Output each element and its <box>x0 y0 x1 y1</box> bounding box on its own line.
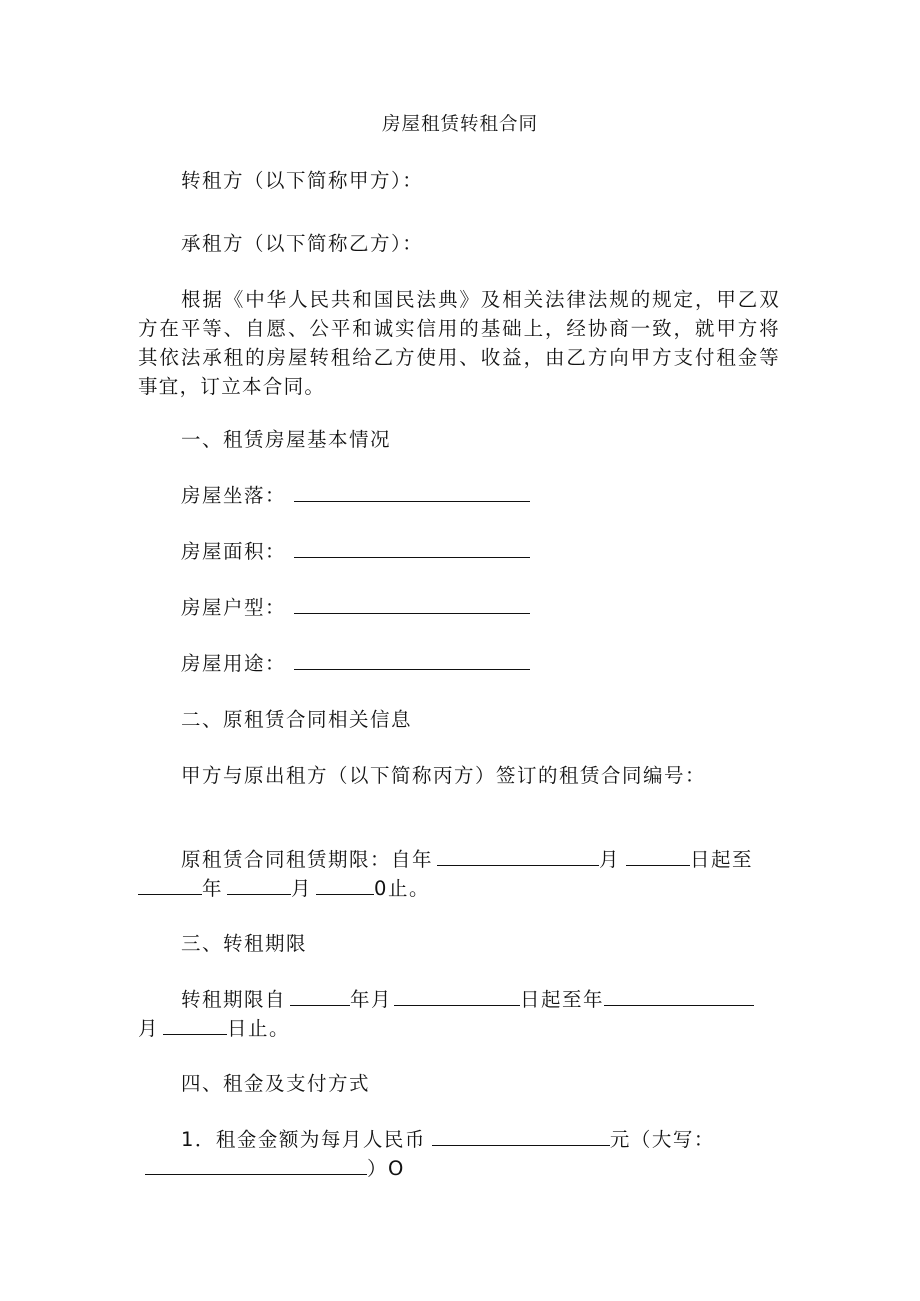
original-term-text-a: 原租赁合同租赁期限：自年 <box>181 848 434 871</box>
document-title: 房屋租赁转租合同 <box>381 114 538 135</box>
original-term-line1 <box>181 845 753 874</box>
field-usage-label: 房屋用途： <box>181 652 287 675</box>
sublease-term-line2 <box>138 1014 290 1043</box>
original-term-blank-4 <box>227 874 291 895</box>
field-layout-blank <box>294 593 530 614</box>
sublease-term-text-e: 日止。 <box>227 1017 291 1040</box>
original-term-blank-5 <box>316 874 374 895</box>
rent-amount-words-blank <box>145 1154 367 1175</box>
rent-amount-text-b: 元（大写： <box>609 1128 715 1151</box>
rent-amount-line2 <box>145 1154 405 1183</box>
party-a-line: 转租方（以下简称甲方）： <box>181 169 424 192</box>
field-location <box>181 481 530 510</box>
rent-amount-text-c: ）O <box>367 1157 405 1180</box>
field-layout <box>181 593 530 622</box>
sublease-term-text-d: 月 <box>138 1017 160 1040</box>
sublease-term-blank-3 <box>604 985 754 1006</box>
original-term-blank-2 <box>626 845 690 866</box>
sublease-term-text-c: 日起至年 <box>520 988 605 1011</box>
rent-amount-blank <box>432 1125 610 1146</box>
original-term-line2 <box>138 874 430 903</box>
original-term-text-c: 日起至 <box>690 848 754 871</box>
field-usage <box>181 649 530 678</box>
section2-heading: 二、原租赁合同相关信息 <box>181 708 413 731</box>
sublease-term-line1 <box>181 985 754 1014</box>
section4-heading: 四、租金及支付方式 <box>181 1072 371 1095</box>
original-term-blank-3 <box>138 874 202 895</box>
original-term-text-d: 年 <box>202 877 224 900</box>
original-contract-number: 甲方与原出租方（以下简称丙方）签订的租赁合同编号： <box>181 764 707 787</box>
field-location-label: 房屋坐落： <box>181 484 287 507</box>
sublease-term-blank-1 <box>290 985 350 1006</box>
section3-heading: 三、转租期限 <box>181 932 308 955</box>
sublease-term-text-a: 转租期限自 <box>181 988 287 1011</box>
field-layout-label: 房屋户型： <box>181 596 287 619</box>
preamble-paragraph: 根据《中华人民共和国民法典》及相关法律法规的规定，甲乙双方在平等、自愿、公平和诚实信用的基础上，经协商一致，就甲方将其依法承租的房屋转租给乙方使用、收益，由乙方向甲方支付租金等事宜，订立本合同。 <box>138 288 780 398</box>
sublease-term-blank-2 <box>394 985 520 1006</box>
original-term-blank-1 <box>437 845 599 866</box>
sublease-term-text-b: 年月 <box>350 988 393 1011</box>
field-area-blank <box>294 537 530 558</box>
field-area <box>181 537 530 566</box>
section1-heading: 一、租赁房屋基本情况 <box>181 428 392 451</box>
sublease-term-blank-4 <box>163 1014 227 1035</box>
original-term-text-b: 月 <box>599 848 621 871</box>
original-term-text-f: 0止。 <box>374 877 430 900</box>
field-location-blank <box>294 481 530 502</box>
original-term-text-e: 月 <box>291 877 313 900</box>
party-b-line: 承租方（以下简称乙方）： <box>181 232 424 255</box>
field-area-label: 房屋面积： <box>181 540 287 563</box>
field-usage-blank <box>294 649 530 670</box>
rent-amount-text-a: 1．租金金额为每月人民币 <box>181 1128 426 1151</box>
rent-amount-line1 <box>181 1125 715 1154</box>
